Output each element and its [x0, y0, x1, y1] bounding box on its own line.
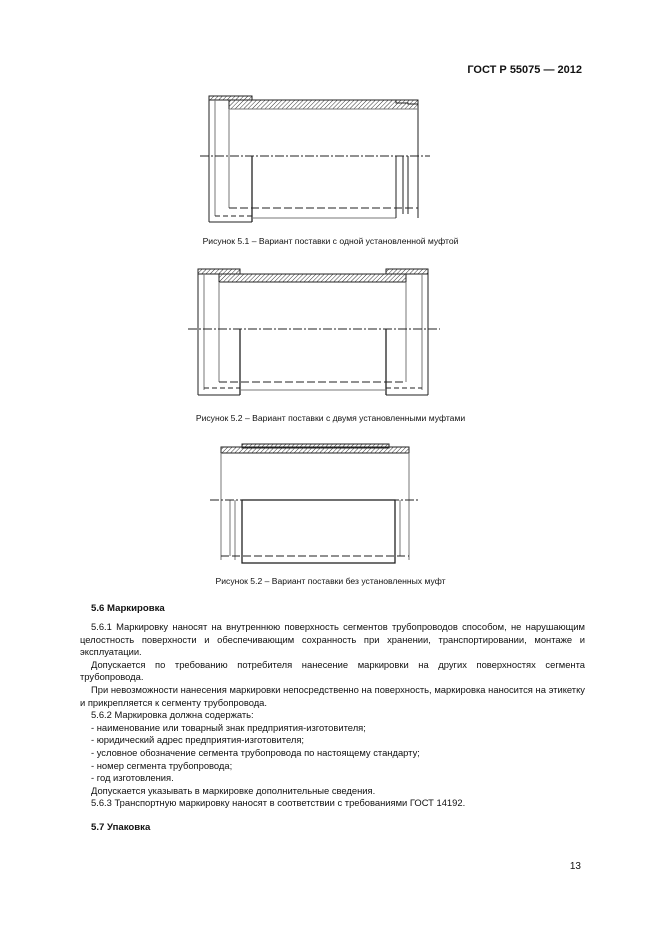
list-item: - год изготовления. [91, 772, 174, 784]
paragraph: Допускается по требованию потребителя нанесение маркировки на других поверхностях сегмента трубопровода. [80, 658, 585, 683]
list-item: - условное обозначение сегмента трубопровода по настоящему стандарту; [91, 746, 420, 758]
figure-caption: Рисунок 5.2 – Вариант поставки с двумя установленными муфтами [195, 413, 466, 423]
figure-caption: Рисунок 5.1 – Вариант поставки с одной установленной муфтой [202, 236, 459, 246]
figure-5-2-drawing [188, 269, 440, 395]
section-heading: 5.7 Упаковка [91, 822, 151, 833]
paragraph: Допускается указывать в маркировке дополнительные сведения. [91, 784, 376, 796]
paragraph: При невозможности нанесения маркировки непосредственно на поверхность, маркировка наносится на этикетку и прикрепляется к сегменту трубопровода. [80, 683, 585, 708]
document-header: ГОСТ Р 55075 — 2012 [467, 64, 582, 76]
paragraph: 5.6.1 Маркировку наносят на внутреннюю поверхность сегментов трубопроводов способом, не нарушающим целостность поверхности и обеспечивающим сохранность при хранении, транспортировании, монтаже и эксплуатации. [80, 621, 585, 658]
list-item: - номер сегмента трубопровода; [91, 759, 233, 771]
page-number: 13 [569, 861, 581, 872]
figure-5-3-drawing [210, 444, 420, 563]
paragraph: 5.6.3 Транспортную маркировку наносят в соответствии с требованиями ГОСТ 14192. [91, 797, 466, 809]
figure-5-1-drawing [200, 96, 430, 222]
list-item: - юридический адрес предприятия-изготовителя; [91, 734, 305, 746]
list-item: - наименование или товарный знак предприятия-изготовителя; [91, 721, 366, 733]
section-heading: 5.6 Маркировка [91, 603, 165, 614]
paragraph: 5.6.2 Маркировка должна содержать: [91, 709, 254, 721]
section-body [80, 621, 585, 810]
figure-caption: Рисунок 5.2 – Вариант поставки без установленных муфт [215, 576, 446, 586]
